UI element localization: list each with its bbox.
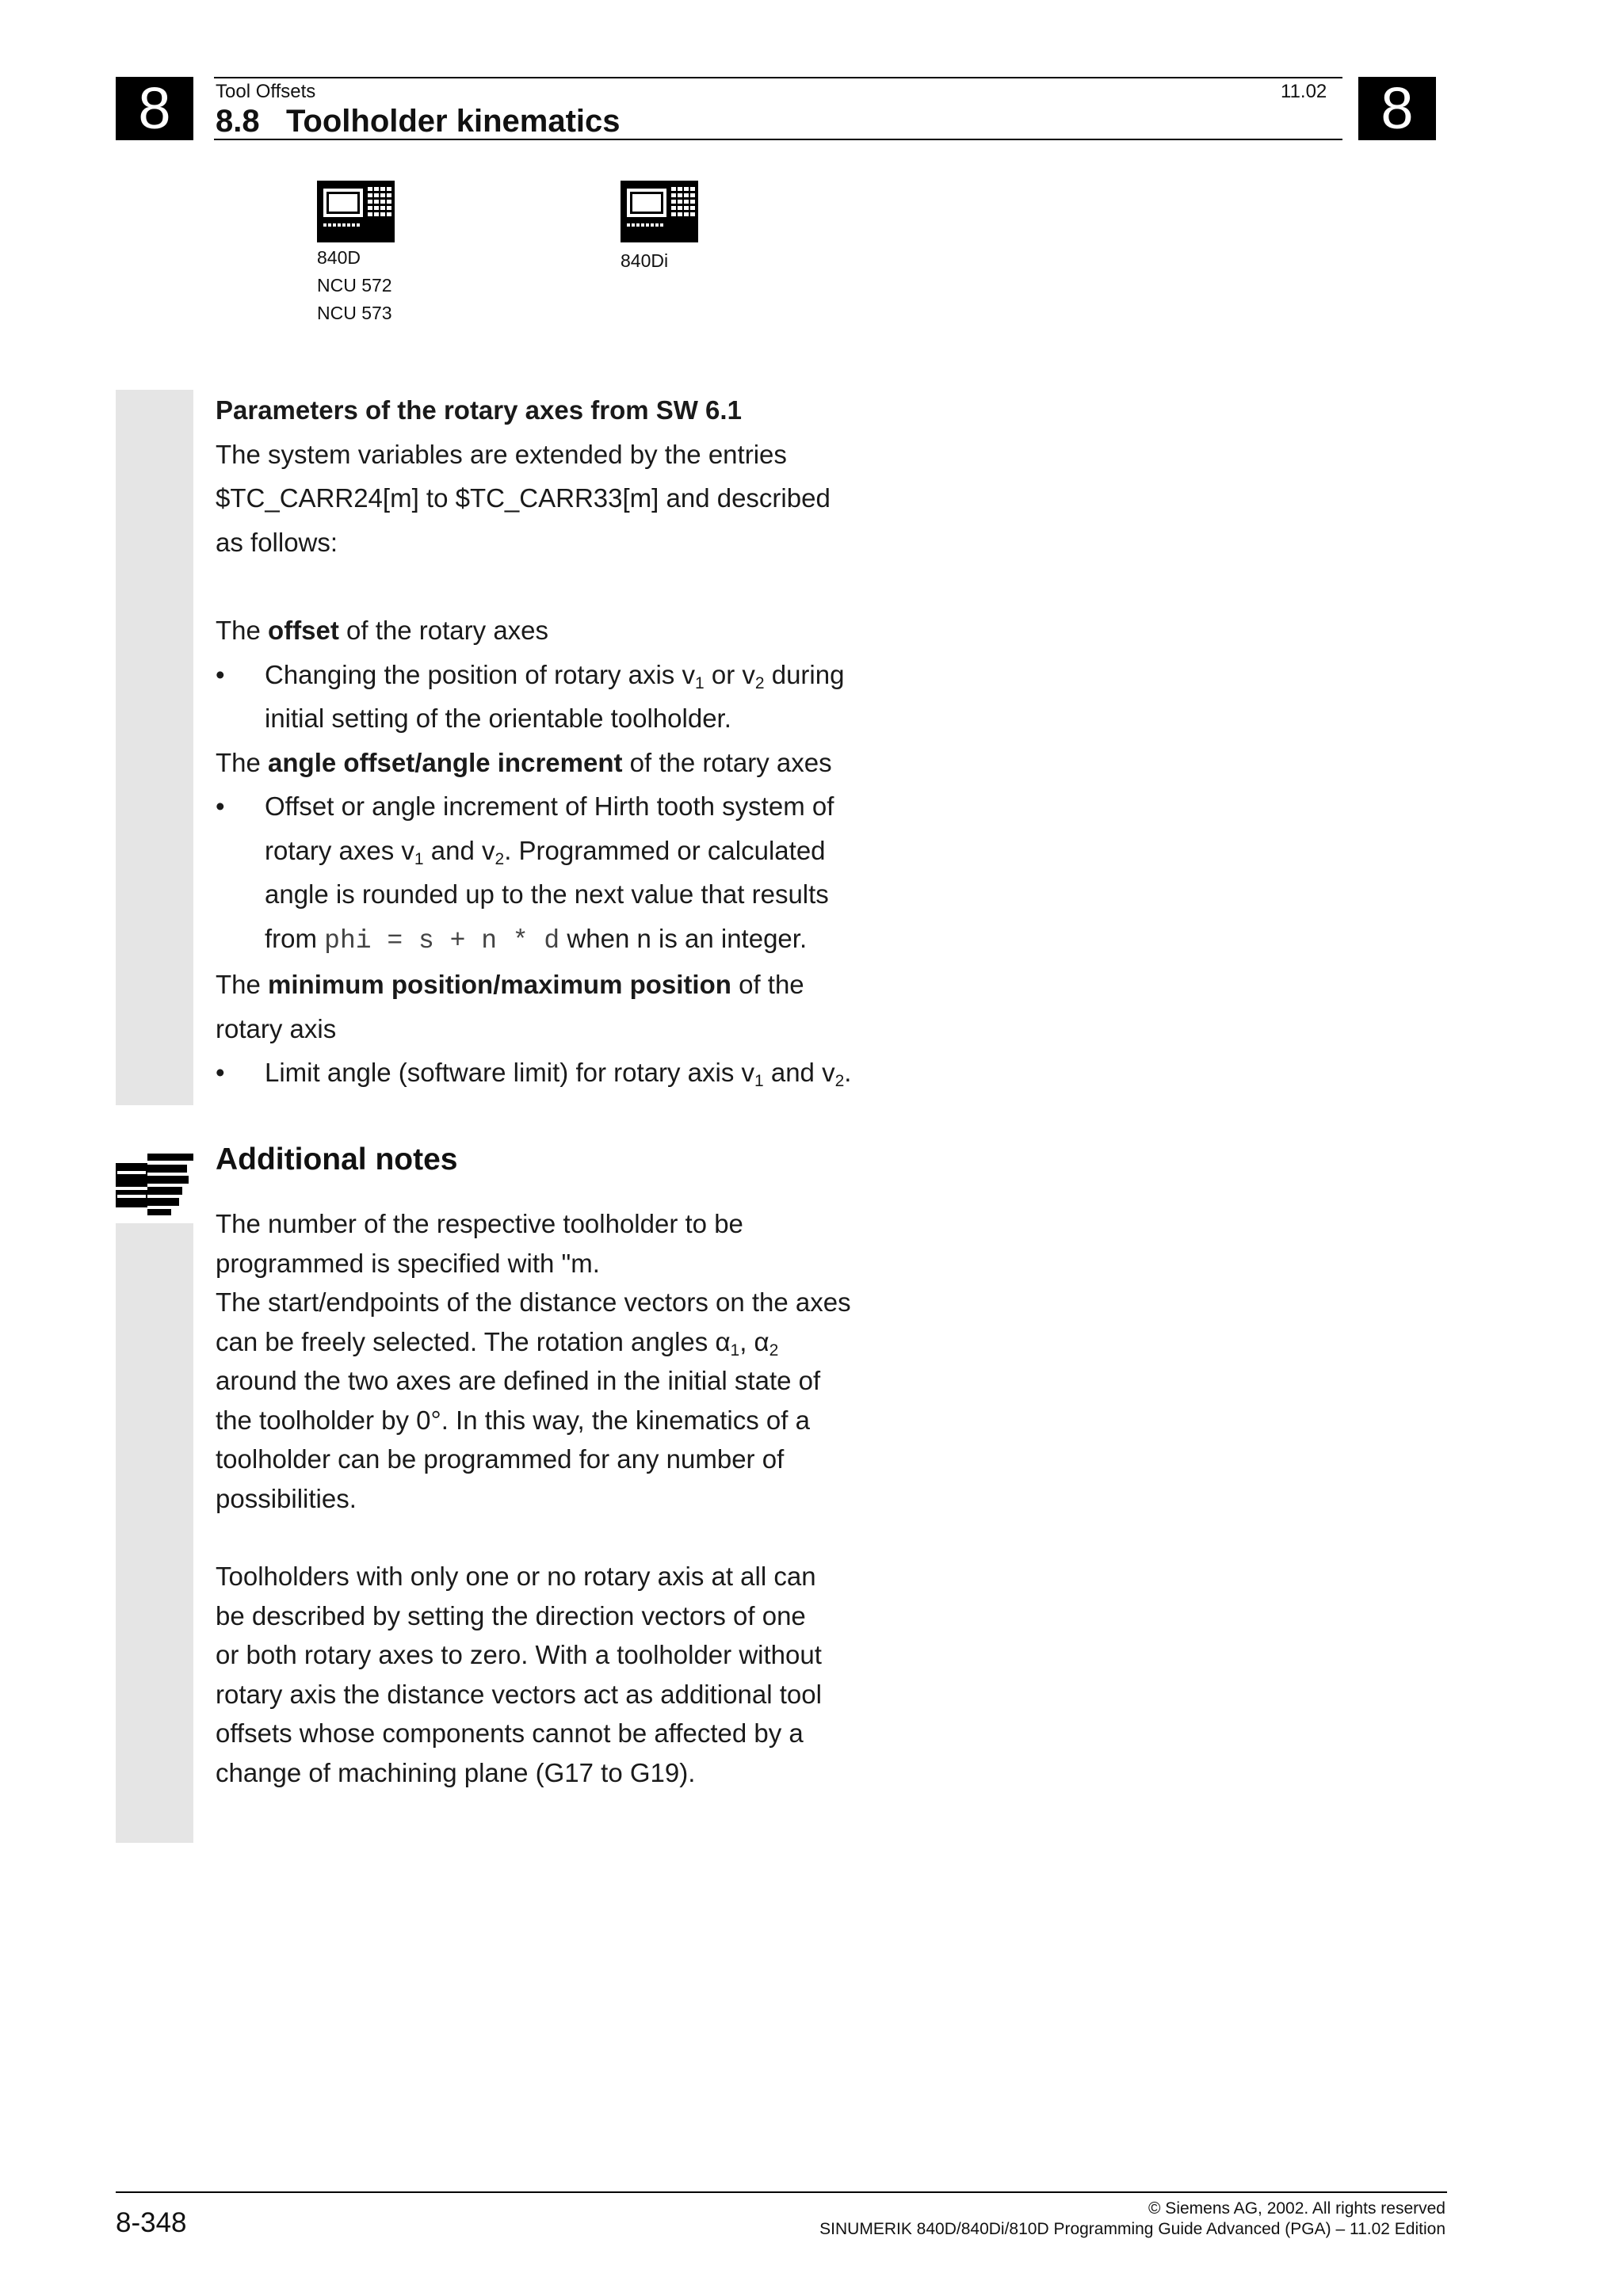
intro-line: as follows: [216,527,338,557]
control-panel-icon [621,181,698,242]
offset-heading: The offset of the rotary axes [216,616,549,645]
chapter-number-left: 8 [116,77,193,140]
section-heading: Parameters of the rotary axes from SW 6.1 [216,395,742,425]
margin-bar-sw61 [116,390,193,1105]
copyright: © Siemens AG, 2002. All rights reserved [1148,2199,1445,2218]
pointing-hand-icon [116,1147,193,1223]
bullet-icon: • [216,659,225,689]
page-title: 8.8 Toolholder kinematics [216,104,621,139]
chapter-number-right: 8 [1358,77,1436,140]
list-item: • Changing the position of rotary axis $v_1$ or $v_2$ during initial setting of the orientable toolholder. [216,653,897,741]
list-item: • Offset or angle increment of Hirth tooth system of rotary axes $v_1$ and $v_2$. Programmed or calculated angle is rounded up to the next value that results from phi = s + n * d when n is an integer. [216,784,897,963]
angle-heading: The angle offset/angle increment of the rotary axes [216,747,832,777]
additional-notes: The number of the respective toolholder to be programmed is specified with "m. The start/endpoints of the distance vectors on the axes can be freely selected. The rotation angles $\alpha_1$, $\alpha_2$ around the two axes are defined in the initial state of the toolholder by 0°. In this way, the kinematics of a toolholder can be programmed for any number of possibilities. Toolholders with only one or no rotary axis at all can be described by setting the direction vectors of one or both rotary axes to zero. With a toolholder without rotary axis the distance vectors act as additional tool offsets whose components cannot be affected by a change of machining plane (G17 to G19). [216,1209,851,1787]
section-label: Tool Offsets [216,81,316,102]
bullet-icon: • [216,791,225,821]
bullet-icon: • [216,1058,225,1087]
page-number: 8-348 [116,2207,187,2238]
notes-heading: Additional notes [216,1142,458,1177]
control-label-840di: 840Di [621,250,669,271]
book-title: SINUMERIK 840D/840Di/810D Programming Guide Advanced (PGA) – 11.02 Edition [819,2220,1445,2238]
list-item: • Limit angle (software limit) for rotary axis $v_1$ and $v_2$. [216,1051,897,1095]
margin-bar-notes [116,1223,193,1843]
control-label-840d: 840D NCU 572 NCU 573 [317,247,392,323]
control-panel-icon [317,181,395,242]
rotary-axes-parameters: Parameters of the rotary axes from SW 6.1 The system variables are extended by the entries $TC_CARR24[m] to $TC_CARR33[m] and described as follows: The offset of the rotary axes • Changing the position of rotary axis $v_1$ or $v_2$ during initial setting of the orientable toolholder. The angle offset/angle increment of the rotary axes • Offset or angle increment of Hirth tooth system of rotary axes $v_1$ and $v_2$. Programmed or calculated angle is rounded up to the next value that results from phi = s + n * d when n is an integer. The minimum position/maximum position of the rotary axis • Limit angle (software limit) for rotary axis $v_1$ and $v_2$. [216,388,897,1095]
intro-line: The system variables are extended by the entries [216,439,787,469]
intro-line: $TC_CARR24[m] to $TC_CARR33[m] and described [216,483,831,513]
formula-code: phi = s + n * d [324,925,560,955]
edition-date: 11.02 [1281,81,1327,102]
header-rule-top [214,77,1342,78]
minmax-heading: The minimum position/maximum position of the [216,970,804,999]
footer-rule [116,2191,1447,2193]
